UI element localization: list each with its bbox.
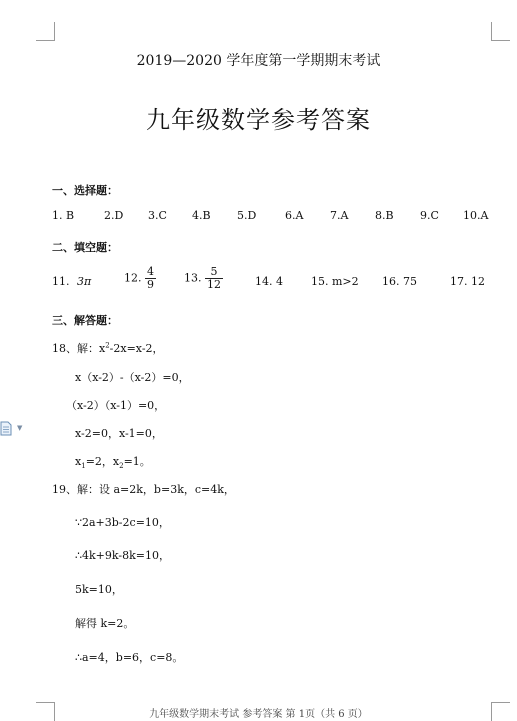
fill-answer-11-value: 3π bbox=[77, 275, 92, 288]
exponent: 2 bbox=[105, 341, 110, 350]
q18-line-5-end: =1。 bbox=[123, 455, 151, 468]
q19-line-4: 5k=10， bbox=[75, 583, 123, 596]
q19-line-1: 19、解：设 a=2k，b=3k，c=4k， bbox=[52, 483, 235, 496]
q19-line-3: ∴4k+9k-8k=10， bbox=[75, 549, 170, 562]
q19-line-5: 解得 k=2。 bbox=[75, 617, 135, 630]
fill-answer-13-label: 13. bbox=[184, 271, 202, 285]
q18-line-5-x1: x bbox=[75, 455, 82, 468]
choice-answer-6: 6.A bbox=[285, 209, 304, 222]
fill-answer-11 bbox=[52, 275, 91, 288]
fill-answer-15: 15. m>2 bbox=[311, 275, 359, 288]
choice-answer-3: 3.C bbox=[148, 209, 167, 222]
fill-answer-11-label: 11. bbox=[52, 275, 70, 288]
page-footer: 九年级数学期末考试 参考答案 第 1页（共 6 页） bbox=[149, 709, 368, 720]
choice-answer-10: 10.A bbox=[463, 209, 489, 222]
section-choice-heading: 一、选择题： bbox=[52, 184, 118, 197]
subscript: 1 bbox=[81, 462, 86, 471]
document-icon[interactable] bbox=[0, 421, 12, 436]
choice-answer-8: 8.B bbox=[375, 209, 394, 222]
fill-answer-13 bbox=[184, 266, 223, 290]
fraction-denominator: 12 bbox=[207, 277, 221, 291]
fraction-numerator: 4 bbox=[147, 265, 154, 278]
fill-answer-12-label: 12. bbox=[124, 271, 142, 285]
subscript: 2 bbox=[119, 462, 124, 471]
fraction-5-12 bbox=[205, 266, 223, 290]
exam-header: 2019—2020 学年度第一学期期末考试 bbox=[136, 53, 381, 69]
q18-line-1 bbox=[52, 340, 164, 356]
q18-line-5-mid: =2，x bbox=[85, 455, 120, 468]
choice-answer-5: 5.D bbox=[237, 209, 257, 222]
section-solve-heading: 三、解答题： bbox=[52, 314, 118, 327]
choice-answer-2: 2.D bbox=[104, 209, 124, 222]
q18-line-5 bbox=[75, 453, 151, 470]
fill-answer-17: 17. 12 bbox=[450, 275, 485, 288]
fraction-denominator: 9 bbox=[147, 277, 154, 291]
choice-answer-1: 1. B bbox=[52, 209, 75, 222]
crop-mark-top-right bbox=[491, 22, 510, 41]
section-fill-heading: 二、填空题： bbox=[52, 241, 118, 254]
q18-line-3: （x-2）（x-1）=0， bbox=[66, 399, 166, 412]
fraction-4-9 bbox=[145, 266, 156, 290]
q18-line-1-rest: -2x=x-2， bbox=[109, 342, 164, 355]
chevron-down-icon[interactable]: ▼ bbox=[17, 424, 23, 432]
q18-line-2: x（x-2）-（x-2）=0， bbox=[75, 371, 190, 384]
fill-answer-14: 14. 4 bbox=[255, 275, 283, 288]
crop-mark-top-left bbox=[36, 22, 55, 41]
fraction-numerator: 5 bbox=[205, 266, 223, 279]
fill-answer-16: 16. 75 bbox=[382, 275, 417, 288]
q18-line-1-text: 18、解：x bbox=[52, 342, 106, 355]
q19-line-2: ∵2a+3b-2c=10， bbox=[75, 516, 170, 529]
q18-line-4: x-2=0，x-1=0， bbox=[75, 427, 163, 440]
choice-answer-7: 7.A bbox=[330, 209, 349, 222]
fill-answer-12 bbox=[124, 266, 156, 290]
q19-line-6: ∴a=4，b=6，c=8。 bbox=[75, 651, 184, 664]
choice-answer-9: 9.C bbox=[420, 209, 439, 222]
page-title: 九年级数学参考答案 bbox=[146, 106, 371, 134]
choice-answer-4: 4.B bbox=[192, 209, 211, 222]
